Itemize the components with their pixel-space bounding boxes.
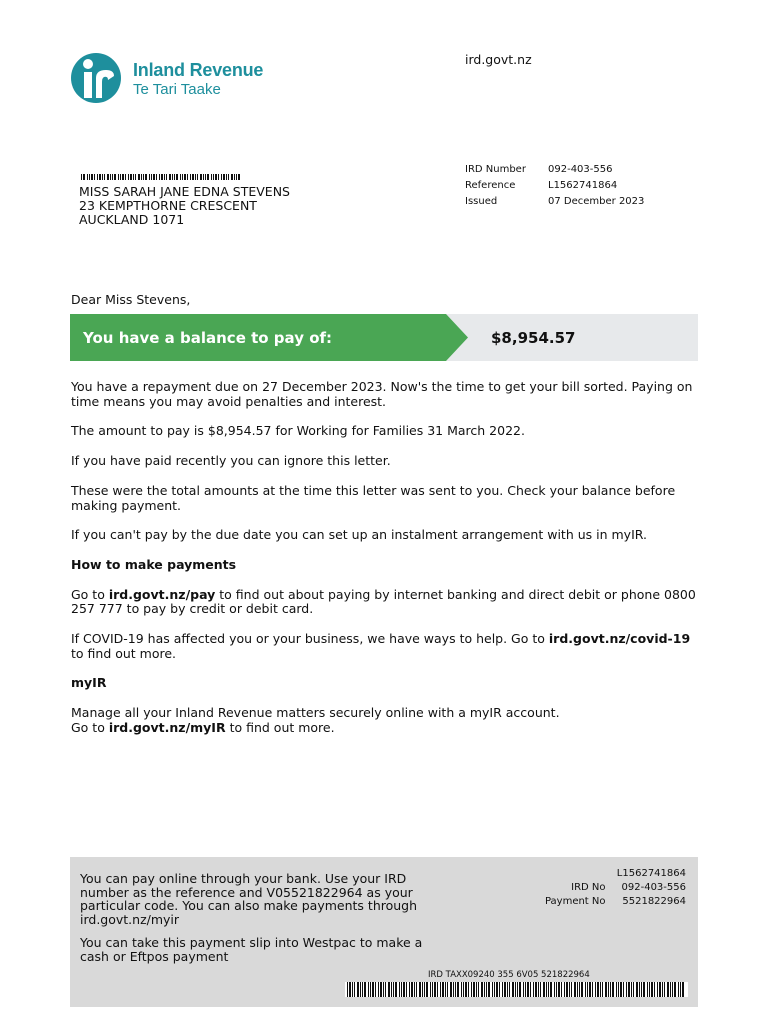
barcode-bar (388, 982, 390, 997)
barcode-bar (654, 982, 655, 997)
barcode-bar (659, 982, 661, 997)
logo-subtitle: Te Tari Taake (133, 81, 221, 98)
barcode-bar (471, 982, 472, 997)
paragraph-covid (71, 632, 701, 661)
postal-barcode (79, 174, 245, 180)
paragraph: If you have paid recently you can ignore this letter. (71, 453, 391, 469)
barcode-bar (180, 174, 181, 180)
barcode-bar (664, 982, 665, 997)
barcode-bar (558, 982, 560, 997)
barcode-bar (678, 982, 679, 997)
heading-how-to-pay: How to make payments (71, 556, 237, 572)
barcode-bar (574, 982, 576, 997)
meta-row-ird-number (465, 162, 644, 178)
barcode-bar (682, 982, 684, 997)
barcode-bar (509, 982, 510, 997)
meta-value: 07 December 2023 (548, 196, 645, 207)
barcode-bar (164, 174, 165, 180)
myir-link[interactable]: ird.govt.nz/myIR (108, 719, 226, 735)
barcode-bar (461, 982, 462, 997)
barcode-bar (430, 982, 431, 997)
address-line: MISS SARAH JANE EDNA STEVENS (79, 184, 290, 199)
text: Go to (71, 586, 109, 602)
barcode-bar (486, 982, 487, 997)
barcode-bar (548, 982, 549, 997)
barcode-bar (228, 174, 229, 180)
barcode-bar (176, 174, 178, 180)
barcode-bar (649, 982, 650, 997)
barcode-bar (360, 982, 361, 997)
barcode-bar (597, 982, 599, 997)
barcode-bar (385, 982, 386, 997)
barcode-bar (494, 982, 495, 997)
barcode-bar (657, 982, 658, 997)
barcode-bar (499, 982, 500, 997)
meta-label: IRD Number (465, 164, 526, 175)
barcode-bar (347, 982, 348, 997)
paragraph: If you can't pay by the due date you can set up an instalment arrangement with us in myIR. (71, 527, 647, 543)
slip-value: 092-403-556 (621, 882, 686, 893)
barcode-bar (605, 982, 607, 997)
barcode-bar (197, 174, 198, 180)
barcode-bar (238, 174, 240, 180)
barcode-bar (236, 174, 237, 180)
barcode-bar (120, 174, 121, 180)
barcode-bar (424, 982, 425, 997)
barcode-bar (465, 982, 467, 997)
greeting: Dear Miss Stevens, (71, 292, 191, 307)
barcode-bar (633, 982, 634, 997)
barcode-bar (195, 174, 196, 180)
barcode-bar (190, 174, 191, 180)
barcode-bar (515, 982, 516, 997)
barcode-bar (378, 982, 379, 997)
barcode-bar (554, 982, 555, 997)
barcode-bar (447, 982, 448, 997)
barcode-bar (133, 174, 134, 180)
meta-row-reference (465, 178, 644, 194)
barcode-bar (380, 982, 382, 997)
barcode-bar (221, 174, 222, 180)
barcode-bar (161, 174, 163, 180)
barcode-bar (538, 982, 539, 997)
paragraph-pay (71, 588, 701, 617)
barcode-bar (647, 982, 648, 997)
barcode-bar (149, 174, 150, 180)
barcode-bar (422, 982, 423, 997)
barcode-bar (581, 982, 583, 997)
barcode-bar (437, 982, 438, 997)
barcode-bar (138, 174, 140, 180)
barcode-bar (362, 982, 363, 997)
barcode-bar (99, 174, 101, 180)
barcode-bar (481, 982, 483, 997)
barcode-bar (411, 982, 413, 997)
barcode-bar (97, 174, 98, 180)
barcode-bar (639, 982, 640, 997)
barcode-bar (641, 982, 642, 997)
barcode-bar (114, 174, 116, 180)
barcode-bar (523, 982, 524, 997)
barcode-bar (419, 982, 421, 997)
recipient-address (79, 185, 290, 227)
meta-label: Reference (465, 180, 516, 191)
barcode-bar (484, 982, 485, 997)
barcode-bar (226, 174, 227, 180)
barcode-bar (476, 982, 477, 997)
barcode-bar (566, 982, 568, 997)
balance-amount: $8,954.57 (491, 329, 576, 347)
letter-meta (465, 162, 644, 210)
barcode-bar (546, 982, 547, 997)
slip-text-online: You can pay online through your bank. Use your IRD number as the reference and V05521822964 as your particular code. You can also make payments through ird.govt.nz/myir (80, 871, 418, 927)
barcode-bar (223, 174, 225, 180)
barcode-bar (182, 174, 183, 180)
slip-instructions (80, 872, 450, 973)
barcode-bar (104, 174, 105, 180)
slip-reference: L1562741864 (616, 868, 686, 879)
barcode-bar (352, 982, 353, 997)
barcode-bar (187, 174, 188, 180)
barcode-bar (602, 982, 603, 997)
barcode-bar (453, 982, 454, 997)
barcode-bar (616, 982, 617, 997)
barcode-bar (213, 174, 214, 180)
barcode-bar (535, 982, 537, 997)
barcode-bar (450, 982, 452, 997)
paragraph: These were the total amounts at the time this letter was sent to you. Check your balance before making payment. (71, 482, 676, 513)
barcode-bar (517, 982, 518, 997)
address-line: 23 KEMPTHORNE CRESCENT (79, 198, 257, 213)
payment-barcode (345, 982, 688, 997)
barcode-bar (368, 982, 369, 997)
barcode-bar (533, 982, 534, 997)
barcode-bar (426, 982, 428, 997)
barcode-bar (569, 982, 570, 997)
barcode-bar (519, 982, 521, 997)
barcode-bar (416, 982, 417, 997)
address-line: AUCKLAND 1071 (79, 212, 185, 227)
barcode-bar (674, 982, 676, 997)
website-link[interactable]: ird.govt.nz (465, 52, 532, 67)
barcode-bar (445, 982, 446, 997)
barcode-bar (399, 982, 400, 997)
barcode-bar (623, 982, 624, 997)
barcode-bar (406, 982, 407, 997)
barcode-bar (631, 982, 632, 997)
barcode-bar (403, 982, 405, 997)
barcode-bar (608, 982, 609, 997)
heading-myir: myIR (71, 675, 107, 691)
barcode-bar (203, 174, 204, 180)
barcode-bar (473, 982, 475, 997)
barcode-bar (102, 174, 103, 180)
barcode-bar (492, 982, 493, 997)
barcode-bar (159, 174, 160, 180)
barcode-bar (561, 982, 562, 997)
barcode-bar (130, 174, 132, 180)
barcode-bar (174, 174, 175, 180)
barcode-bar (349, 982, 351, 997)
barcode-bar (662, 982, 663, 997)
barcode-bar (383, 982, 384, 997)
barcode-bar (211, 174, 212, 180)
meta-label: Issued (465, 196, 498, 207)
barcode-bar (91, 174, 93, 180)
barcode-bar (151, 174, 152, 180)
paragraph: The amount to pay is $8,954.57 for Working for Families 31 March 2022. (71, 423, 525, 439)
text: to find out more. (225, 719, 335, 735)
text: Go to (71, 719, 109, 735)
text: to find out about paying by internet banking and direct debit or phone 0800 257 777 to pay by credit or debit card. (71, 586, 696, 617)
barcode-bar (556, 982, 557, 997)
barcode-bar (457, 982, 459, 997)
barcode-bar (357, 982, 359, 997)
slip-text-westpac: You can take this payment slip into Westpac to make a cash or Eftpos payment (80, 935, 423, 964)
barcode-bar (550, 982, 552, 997)
text: Manage all your Inland Revenue matters securely online with a myIR account. (71, 705, 560, 721)
barcode-bar (672, 982, 673, 997)
barcode-bar (205, 174, 206, 180)
barcode-bar (600, 982, 601, 997)
barcode-bar (200, 174, 202, 180)
barcode-bar (651, 982, 653, 997)
barcode-bar (207, 174, 209, 180)
barcode-bar (488, 982, 490, 997)
barcode-bar (401, 982, 402, 997)
barcode-bar (432, 982, 433, 997)
slip-label: Payment No (544, 896, 606, 907)
text: to find out more. (71, 645, 177, 661)
barcode-bar (135, 174, 136, 180)
slip-row-ird (529, 881, 686, 895)
barcode-bar (125, 174, 126, 180)
paragraph-myir (71, 706, 701, 735)
barcode-bar (636, 982, 638, 997)
balance-label: You have a balance to pay of: (83, 329, 333, 347)
barcode-bar (643, 982, 645, 997)
barcode-bar (166, 174, 167, 180)
barcode-bar (440, 982, 441, 997)
barcode-bar (504, 982, 506, 997)
barcode-bar (612, 982, 614, 997)
barcode-bar (231, 174, 233, 180)
barcode-bar (543, 982, 545, 997)
barcode-bar (172, 174, 173, 180)
barcode-bar (372, 982, 374, 997)
barcode-bar (141, 174, 142, 180)
barcode-bar (564, 982, 565, 997)
barcode-bar (527, 982, 529, 997)
barcode-bar (81, 174, 82, 180)
barcode-bar (89, 174, 90, 180)
barcode-bar (540, 982, 541, 997)
barcode-bar (169, 174, 171, 180)
barcode-bar (375, 982, 376, 997)
text: If COVID-19 has affected you or your business, we have ways to help. Go to (71, 631, 549, 647)
barcode-bar (112, 174, 113, 180)
barcode-bar (110, 174, 111, 180)
barcode-bar (585, 982, 586, 997)
covid-link[interactable]: ird.govt.nz/covid-19 (548, 631, 691, 647)
barcode-bar (218, 174, 219, 180)
barcode-bar (128, 174, 129, 180)
pay-link[interactable]: ird.govt.nz/pay (108, 586, 216, 602)
barcode-bar (507, 982, 508, 997)
barcode-bar (530, 982, 531, 997)
barcode-bar (512, 982, 514, 997)
barcode-bar (592, 982, 593, 997)
barcode-bar (364, 982, 366, 997)
barcode-bar (618, 982, 619, 997)
barcode-bar (122, 174, 124, 180)
barcode-bar (463, 982, 464, 997)
barcode-bar (215, 174, 217, 180)
barcode-bar (502, 982, 503, 997)
paragraph: You have a repayment due on 27 December 2023. Now's the time to get your bill sorted. Paying on time means you may avoid penalties and interest. (71, 379, 693, 409)
barcode-bar (391, 982, 392, 997)
barcode-bar (83, 174, 85, 180)
barcode-bar (610, 982, 611, 997)
barcode-bar (118, 174, 119, 180)
meta-row-issued (465, 194, 644, 210)
barcode-bar (409, 982, 410, 997)
barcode-bar (354, 982, 355, 997)
barcode-bar (620, 982, 622, 997)
barcode-bar (680, 982, 681, 997)
barcode-bar (393, 982, 394, 997)
slip-row-payment (529, 895, 686, 909)
barcode-bar (156, 174, 157, 180)
barcode-bar (153, 174, 155, 180)
barcode-bar (234, 174, 235, 180)
barcode-bar (589, 982, 591, 997)
meta-value: 092-403-556 (548, 164, 613, 175)
barcode-bar (192, 174, 194, 180)
barcode-bar (667, 982, 669, 997)
payment-slip (70, 857, 698, 1007)
barcode-bar (87, 174, 88, 180)
slip-code-line: IRD TAXX09240 355 6V05 521822964 (428, 970, 590, 980)
barcode-bar (414, 982, 415, 997)
barcode-bar (628, 982, 630, 997)
logo-name: Inland Revenue (133, 60, 264, 80)
barcode-bar (626, 982, 627, 997)
barcode-bar (107, 174, 109, 180)
barcode-bar (468, 982, 469, 997)
barcode-bar (434, 982, 436, 997)
barcode-bar (525, 982, 526, 997)
barcode-bar (478, 982, 479, 997)
barcode-bar (395, 982, 397, 997)
slip-label: IRD No (571, 882, 606, 893)
barcode-bar (571, 982, 572, 997)
barcode-bar (595, 982, 596, 997)
barcode-bar (577, 982, 578, 997)
barcode-bar (579, 982, 580, 997)
barcode-bar (143, 174, 144, 180)
barcode-bar (442, 982, 444, 997)
barcode-bar (455, 982, 456, 997)
barcode-bar (94, 174, 95, 180)
slip-value: 5521822964 (622, 896, 686, 907)
slip-reference-block (529, 867, 686, 909)
barcode-bar (670, 982, 671, 997)
barcode-bar (370, 982, 371, 997)
barcode-bar (587, 982, 588, 997)
barcode-bar (184, 174, 186, 180)
letter-body (71, 380, 701, 751)
barcode-bar (145, 174, 147, 180)
barcode-bar (496, 982, 498, 997)
balance-banner (70, 314, 698, 361)
meta-value: L1562741864 (548, 180, 618, 191)
